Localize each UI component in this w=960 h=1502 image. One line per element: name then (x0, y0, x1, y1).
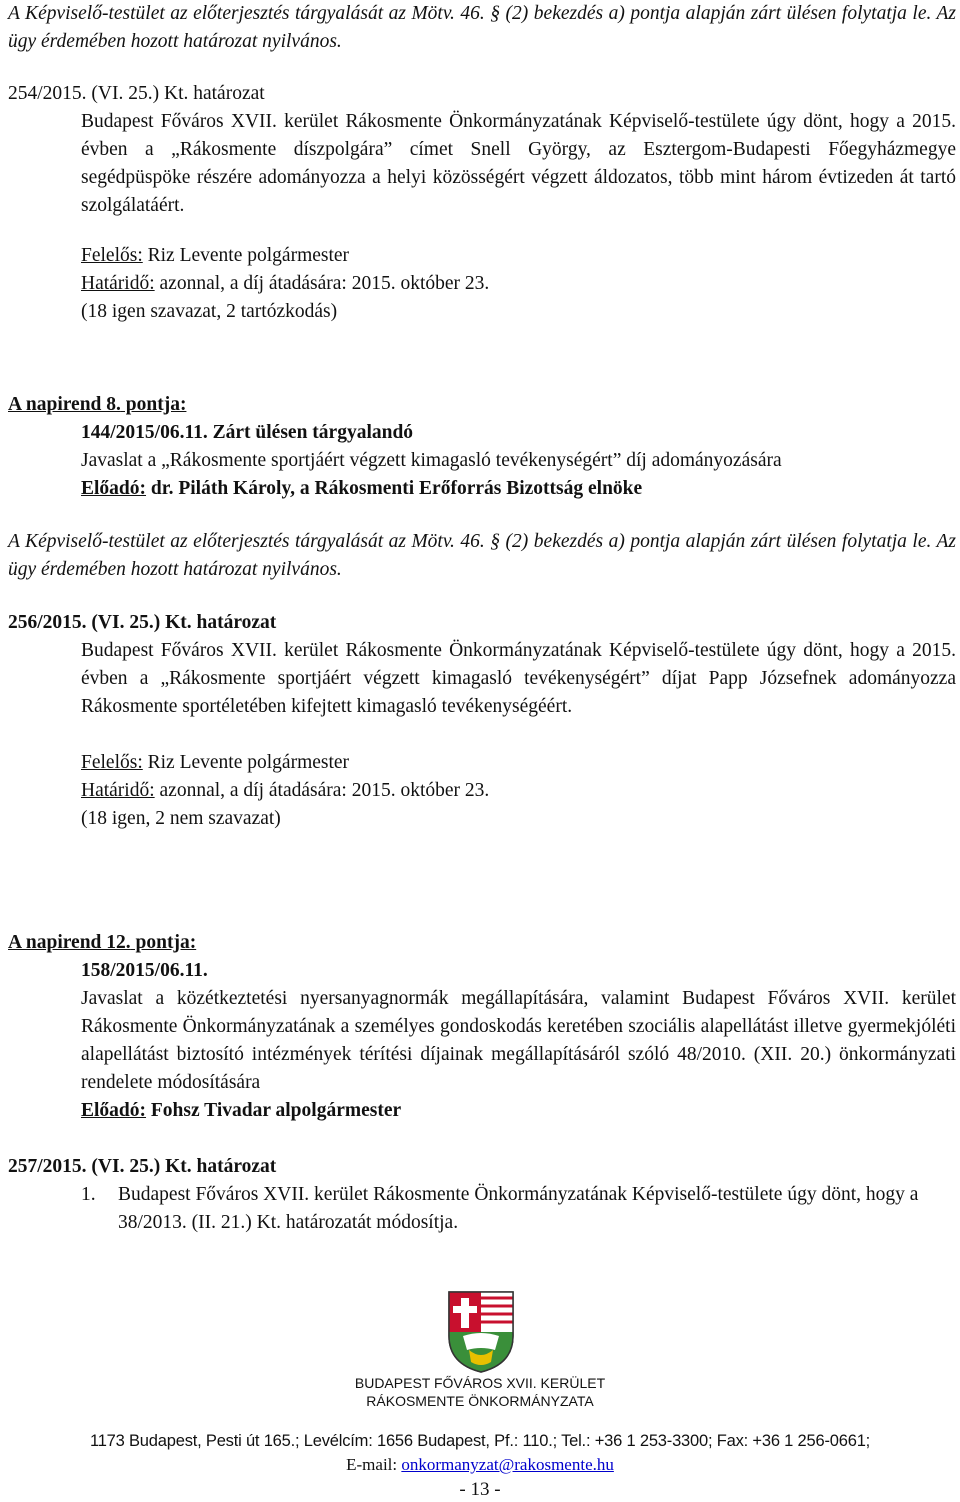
deadline-label: Határidő: (81, 780, 155, 801)
agenda-heading (8, 929, 956, 957)
resolution-text: Budapest Főváros XVII. kerület Rákosmente Önkormányzatának Képviselő-testülete úgy dönt, hogy a 2015. évben a „Rákosmente díszpolgára” címet Snell György, az Esztergom-Budapesti Főegyházmegye segédpüspöke részére adományozza a helyi közösségért végzett áldozatos, több mint három évtizeden át tartó szolgálatáért. (81, 111, 956, 216)
presenter-label: Előadó: (81, 1100, 147, 1121)
deadline-label: Határidő: (81, 273, 155, 294)
responsible-line (81, 749, 956, 777)
coat-of-arms-icon (447, 1290, 515, 1374)
resolution-item (81, 1181, 956, 1237)
closed-session-note: A Képviselő-testület az előterjesztés tárgyalását az Mötv. 46. § (2) bekezdés a) pontja alapján zárt ülésen folytatja le. Az ügy érdemében hozott határozat nyilvános. (8, 531, 956, 580)
resolution-number: 257/2015. (VI. 25.) Kt. határozat (8, 1156, 277, 1177)
resolution-number: 256/2015. (VI. 25.) Kt. határozat (8, 612, 277, 633)
resolution-254-block (8, 0, 956, 326)
deadline-line (81, 270, 956, 298)
resolution-number: 254/2015. (VI. 25.) Kt. határozat (8, 83, 265, 104)
responsible-value: Riz Levente polgármester (142, 752, 350, 773)
agenda-ref: 158/2015/06.11. (81, 960, 208, 981)
presenter-line (81, 1097, 956, 1125)
resolution-text: Budapest Főváros XVII. kerület Rákosmente Önkormányzatának Képviselő-testülete úgy dönt, hogy a 2015. évben a „Rákosmente sportjáért végzett kimagasló tevékenységért” díjat Papp Józsefnek adományozza Rákosmente sportéletében kifejtett kimagasló tevékenységéért. (81, 640, 956, 717)
closed-session-note: A Képviselő-testület az előterjesztés tárgyalását az Mötv. 46. § (2) bekezdés a) pontja alapján zárt ülésen folytatja le. Az ügy érdemében hozott határozat nyilvános. (8, 3, 956, 52)
deadline-value: azonnal, a díj átadására: 2015. október 23. (154, 780, 490, 801)
responsible-value: Riz Levente polgármester (142, 245, 350, 266)
item-text: Budapest Főváros XVII. kerület Rákosmente Önkormányzatának Képviselő-testülete úgy dönt, hogy a 38/2013. (II. 21.) Kt. határozatát módosítja. (118, 1184, 919, 1233)
agenda-8-block (8, 391, 956, 833)
presenter-line (81, 475, 956, 503)
vote-result: (18 igen szavazat, 2 tartózkodás) (81, 301, 338, 322)
agenda-title: Javaslat a közétkeztetési nyersanyagnormák megállapítására, valamint Budapest Főváros XVII. kerület Rákosmente Önkormányzatának a személyes gondoskodás keretében szociális alapellátást illetve gyermekjóléti alapellátást biztosító intézmények térítési díjainak megállapításáról szóló 48/2010. (XII. 20.) önkormányzati rendelete módosítására (81, 988, 956, 1093)
deadline-line (81, 777, 956, 805)
responsible-line (81, 242, 956, 270)
agenda-title: Javaslat a „Rákosmente sportjáért végzett kimagasló tevékenységért” díj adományozására (81, 450, 782, 471)
agenda-heading-suffix: pontja: (130, 932, 197, 953)
agenda-ref-note: Zárt ülésen tárgyalandó (207, 422, 414, 443)
agenda-12-block (8, 929, 956, 1237)
email-label: E-mail: (346, 1455, 402, 1474)
agenda-heading (8, 391, 956, 419)
org-line-2: RÁKOSMENTE ÖNKORMÁNYZATA (366, 1393, 594, 1409)
responsible-label: Felelős: (81, 245, 143, 266)
deadline-value: azonnal, a díj átadására: 2015. október 23. (154, 273, 490, 294)
org-line-1: BUDAPEST FŐVÁROS XVII. KERÜLET (354, 1375, 606, 1391)
presenter-label: Előadó: (81, 478, 147, 499)
agenda-heading-number: A napirend 12. (8, 932, 131, 953)
agenda-ref-number: 144/2015/06.11. (81, 422, 208, 443)
item-number: 1. (81, 1184, 96, 1205)
email-link[interactable]: onkormanyzat@rakosmente.hu (401, 1455, 614, 1474)
vote-result: (18 igen, 2 nem szavazat) (81, 808, 281, 829)
address-line: 1173 Budapest, Pesti út 165.; Levélcím: 1656 Budapest, Pf.: 110.; Tel.: +36 1 253-3300; Fax: +36 1 256-0661; (89, 1432, 871, 1450)
presenter-value: dr. Piláth Károly, a Rákosmenti Erőforrás Bizottság elnöke (146, 478, 643, 499)
agenda-ref (81, 419, 956, 447)
email-line (0, 1453, 960, 1477)
page-number: - 13 - (459, 1479, 501, 1500)
organization-name (0, 1374, 960, 1410)
agenda-heading-number: A napirend 8. (8, 394, 121, 415)
presenter-value: Fohsz Tivadar alpolgármester (146, 1100, 402, 1121)
responsible-label: Felelős: (81, 752, 143, 773)
agenda-heading-suffix: pontja: (120, 394, 187, 415)
